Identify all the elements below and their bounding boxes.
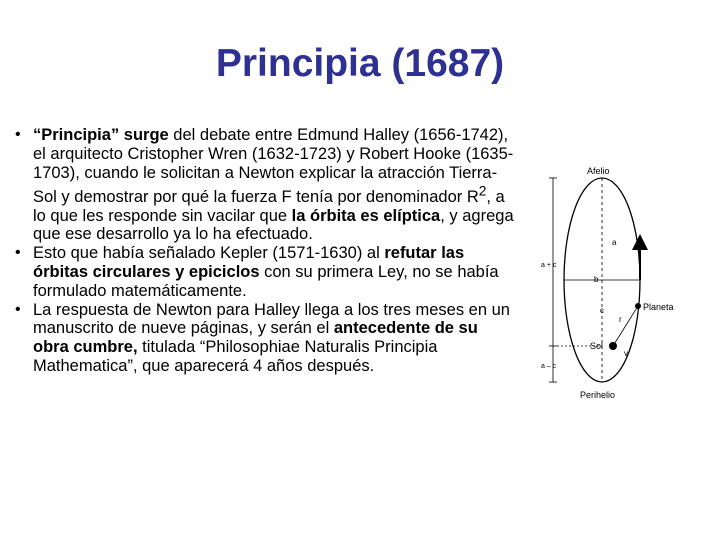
c-label: c — [600, 306, 604, 315]
bullet-text — [33, 244, 499, 300]
planeta-label: Planeta — [643, 302, 674, 312]
slide-title: Principia (1687) — [215, 42, 505, 85]
a-minus-c-label: a – c — [541, 363, 557, 370]
sol-label: Sol — [590, 341, 604, 351]
bullet-item — [12, 244, 517, 300]
radius-vector — [613, 306, 638, 346]
a-label: a — [612, 238, 617, 247]
bullet-dot: • — [15, 244, 21, 262]
bullet-text-run: titulada “Philosophiae Naturalis Principia Mathematica”, que aparecerá 4 años después. — [33, 338, 438, 376]
bullet-text-run: con su primera Ley, no se había formulado matemáticamente. — [33, 263, 499, 300]
bullet-item — [12, 301, 517, 376]
bullet-text-run: del debate entre Edmund Halley (1656-1742), el arquitecto Cristopher Wren (1632-1723) y Robert Hooke (1635-1703), cuando le solicitan a Newton explicar la atracción Tierra-Sol y demostrar por qué la fuerza F tenía por denominador R — [33, 126, 514, 206]
v-label: v — [624, 349, 628, 358]
bullet-text-run: La respuesta de Newton para Halley llega a los tres meses en un manuscrito de nueve páginas, y serán el — [33, 300, 510, 338]
bullet-text-bold: la órbita es elíptica — [291, 206, 441, 225]
orbit-svg — [540, 160, 680, 410]
bullet-text-run: , a lo que les responde sin vacilar que — [33, 187, 505, 225]
bullet-text-bold: antecedente de su obra cumbre, — [33, 319, 478, 357]
bullet-dot: • — [15, 300, 21, 318]
elliptical-orbit-diagram — [540, 160, 680, 410]
bullet-text-run: , y agrega que ese desarrollo ya lo ha efectuado. — [33, 206, 514, 244]
bullet-dot: • — [15, 126, 21, 143]
bullet-text-run: Esto que había señalado Kepler (1571-1630) al — [33, 244, 385, 263]
bullet-item — [12, 126, 517, 244]
afelio-label: Afelio — [587, 166, 610, 176]
r-label: r — [619, 315, 622, 324]
b-label: b — [594, 275, 599, 284]
bullet-text — [33, 126, 514, 243]
bullet-text-bold: “Principia” surge — [33, 126, 169, 144]
planet-dot — [635, 303, 641, 309]
a-plus-c-label: a + c — [541, 262, 557, 269]
bullet-list — [12, 126, 517, 376]
sun-dot — [609, 342, 617, 350]
bullet-text — [33, 301, 510, 375]
bullet-text-bold: refutar las órbitas circulares y epiciclos — [33, 244, 465, 282]
perihelio-label: Perihelio — [580, 390, 616, 400]
superscript: 2 — [478, 183, 487, 199]
